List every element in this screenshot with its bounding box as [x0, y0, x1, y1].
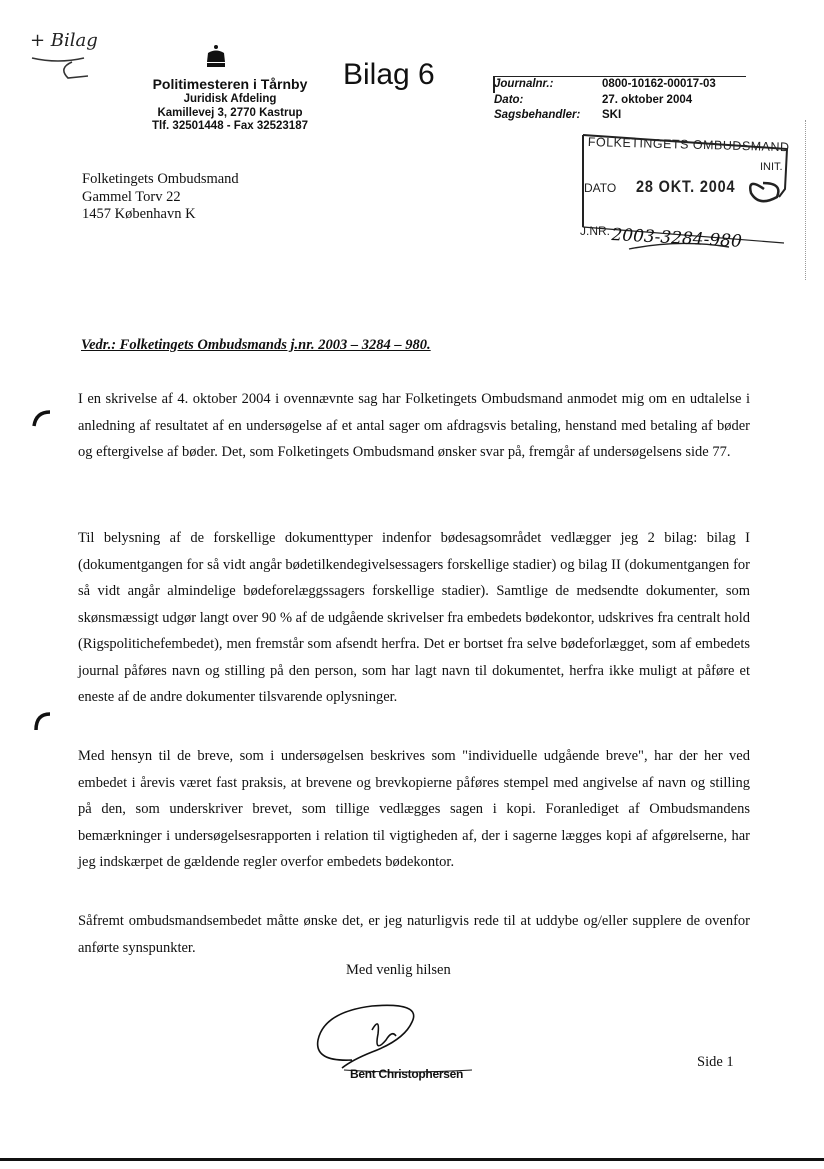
- sender-phone-fax: Tlf. 32501448 - Fax 32523187: [151, 120, 308, 132]
- sender-department: Juridisk Afdeling: [183, 93, 277, 105]
- handwritten-note: + Bilag: [30, 30, 98, 51]
- handler-label: Sagsbehandler:: [494, 109, 581, 121]
- stamp-jnr-handwritten: 2003-3284-980: [610, 225, 743, 252]
- recipient-address: [82, 171, 239, 224]
- margin-mark: [32, 710, 54, 732]
- stamp-jnr-label: J.NR.: [580, 224, 610, 238]
- handler-value: SKI: [602, 109, 622, 121]
- paragraph: Med hensyn til de breve, som i undersøgelsen beskrives som "individuelle udgående breve", har der her ved embedet i årevis været fast praksis, at brevene og brevkopierne påføres stempel med angivelse af navn og stilling på den, som underskriver brevet, som tillige vedlægges sagen i kopi. Foranlediget af Ombudsmandens bemærkninger i undersøgelsesrapporten i relation til vigtigheden af, der i sagerne lægges kopi af afgørelserne, har jeg indskærpet de gældende regler overfor embedets bødekontor.: [78, 748, 750, 870]
- recipient-street: Gammel Torv 22: [82, 188, 181, 205]
- margin-mark: [32, 408, 54, 428]
- handler-row: [494, 108, 744, 124]
- reference-block: [494, 77, 744, 124]
- journal-value: 0800-10162-00017-03: [602, 78, 716, 90]
- journal-row: [494, 77, 744, 93]
- stamp-date: 28 OKT. 2004: [636, 177, 736, 196]
- scan-edge: [805, 120, 807, 280]
- date-label: Dato:: [494, 93, 524, 106]
- paragraph: Såfremt ombudsmandsembedet måtte ønske det, er jeg naturligvis rede til at uddybe og/eller supplere de ovenfor anførte synspunkter.: [78, 913, 750, 956]
- stamp-title: FOLKETINGETS OMBUDSMAND: [587, 135, 790, 155]
- subject-line: Vedr.: Folketingets Ombudsmands j.nr. 2003 – 3284 – 980.: [81, 337, 431, 353]
- paragraph: I en skrivelse af 4. oktober 2004 i ovennævnte sag har Folketingets Ombudsmand anmodet mig om en udtalelse i anledning af resultatet af en undersøgelse af et antal sager om afdragsvis betaling, henstand med betaling af bøder og eftergivelse af bøder. Det, som Folketingets Ombudsmand ønsker svar på, fremgår af undersøgelsens side 77.: [78, 391, 750, 460]
- handwritten-curve: [28, 44, 88, 84]
- sender-block: [110, 76, 350, 134]
- date-value: 27. oktober 2004: [602, 93, 693, 106]
- stamp-init-label: INIT.: [760, 161, 783, 173]
- journal-label: Journalnr.:: [494, 78, 554, 90]
- recipient-city: 1457 København K: [82, 206, 196, 222]
- bilag-title: Bilag 6: [343, 58, 435, 91]
- signer-name: Bent Christophersen: [350, 1067, 463, 1081]
- sender-name: Politimesteren i Tårnby: [152, 76, 308, 92]
- paragraph: Til belysning af de forskellige dokumenttyper indenfor bødesagsområdet vedlægger jeg 2 bilag: bilag I (dokumentgangen for så vidt angår bødetilkendegivelsessagers forskellige stadier) og bilag II (dokumentgangen for så vidt angår almindelige bødeforelæggssagers forskellige stadier). Samtlige de medsendte dokumenter, som skønsmæssigt udgør langt over 90 % af de udgående skrivelser fra embedets bødekontor, udskrives fra centralt hold (Rigspolitichefembedet), men fremstår som afsendt herfra. Det er bortset fra selve bødeforlægget, som af embedets journal påføres navn og stilling på den person, som har lagt navn til dokumentet, herfra ikke muligt at påføre et eneste af de andre dokumenter tilsvarende oplysninger.: [78, 530, 750, 705]
- recipient-name: Folketingets Ombudsmand: [82, 171, 239, 187]
- date-row: [494, 93, 744, 109]
- sender-address: Kamillevej 3, 2770 Kastrup: [157, 106, 303, 119]
- bottom-rule: [0, 1158, 824, 1161]
- closing-greeting: Med venlig hilsen: [346, 962, 451, 978]
- page-number: Side 1: [697, 1054, 734, 1070]
- crown-logo-icon: [203, 44, 229, 70]
- stamp-date-label: DATO: [584, 181, 617, 195]
